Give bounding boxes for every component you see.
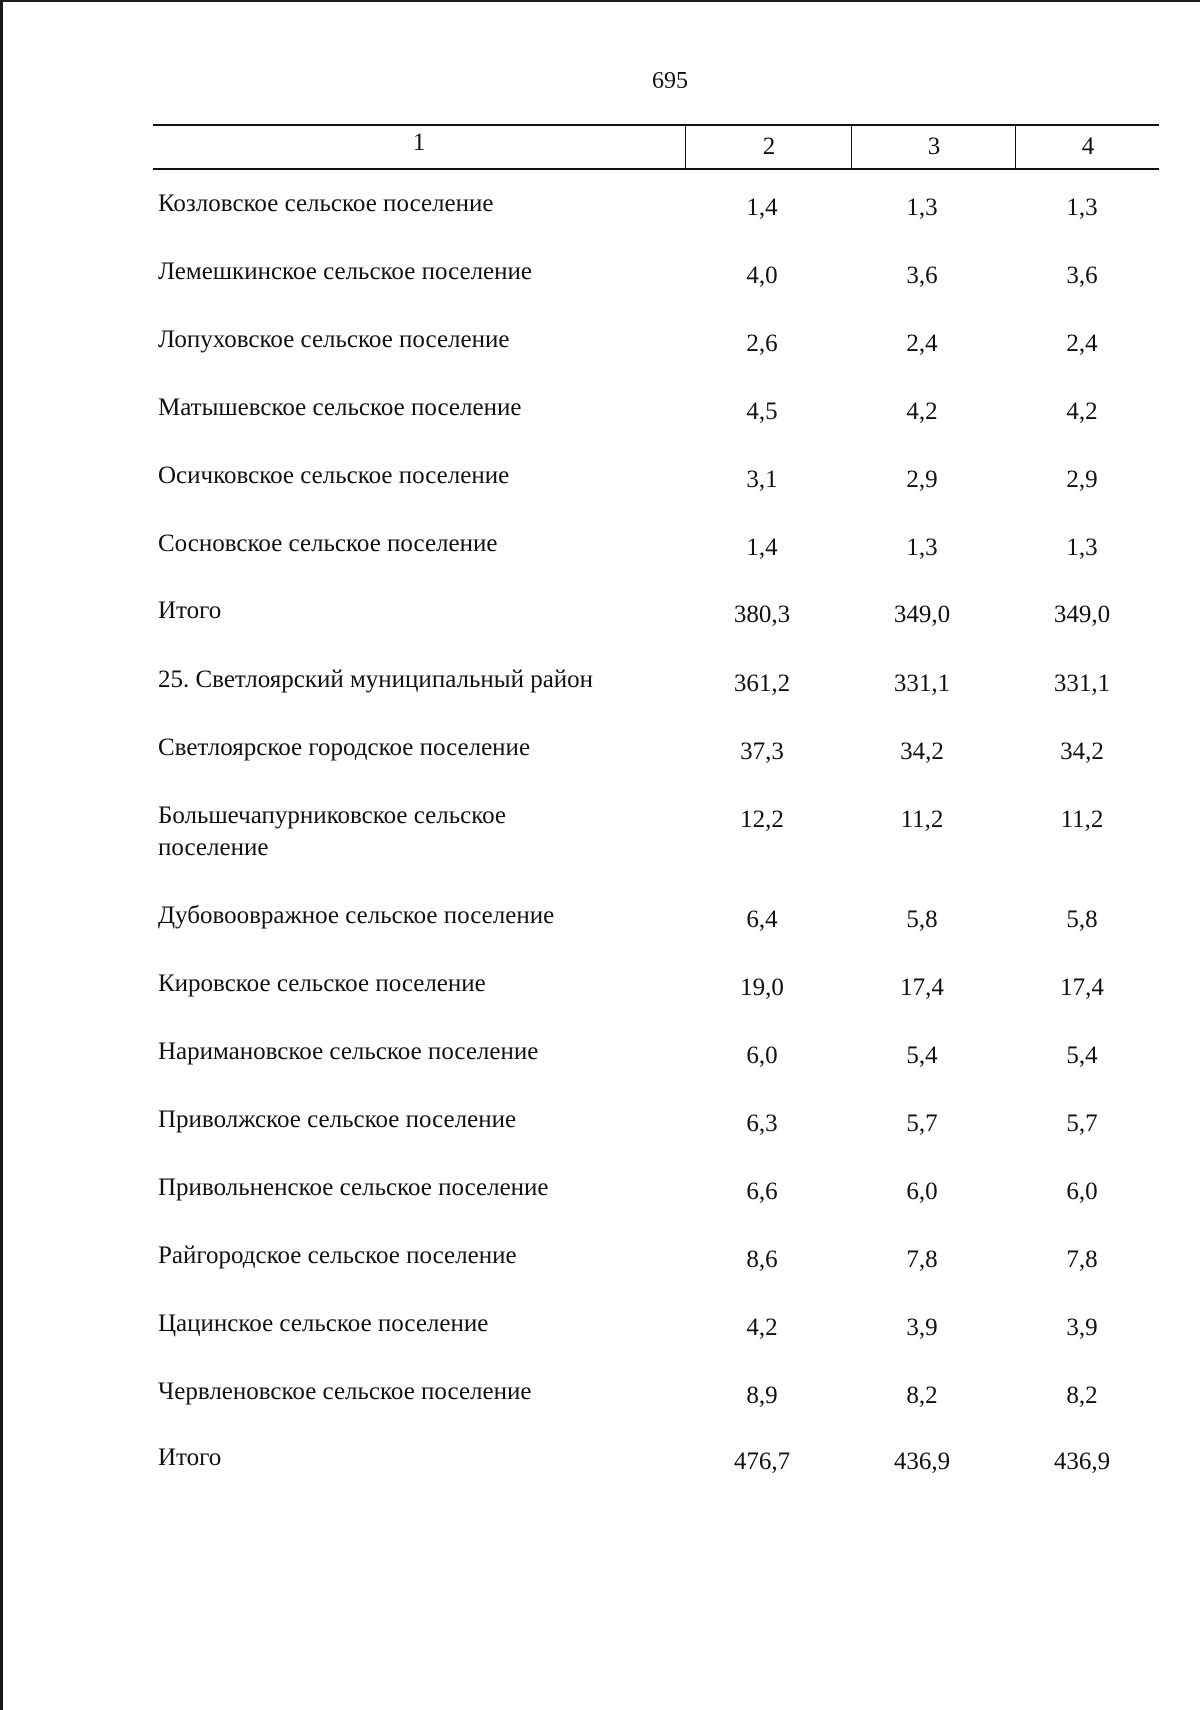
table-row: [150, 392, 1160, 452]
value-col-2: 1,4: [746, 194, 778, 221]
total-label: Итого: [158, 1444, 222, 1471]
value-col-4: 5,8: [1066, 906, 1098, 933]
district-row: [150, 664, 1160, 724]
value-col-3: 34,2: [900, 738, 944, 765]
value-col-3: 3,6: [906, 262, 938, 289]
table-row: [150, 1376, 1160, 1436]
value-col-4: 17,4: [1060, 974, 1104, 1001]
value-col-2: 4,2: [746, 1314, 778, 1341]
value-col-3: 11,2: [900, 806, 944, 833]
settlement-name: Приволжское сельское поселение: [158, 1106, 517, 1133]
settlement-name: Дубовооврaжное сельское поселение: [158, 902, 555, 929]
settlement-name: Лопуховское сельское поселение: [158, 326, 510, 353]
value-col-2: 37,3: [740, 738, 784, 765]
district-name: 25. Светлоярский муниципальный район: [158, 666, 594, 693]
total-row: [150, 595, 1160, 655]
value-col-2: 6,4: [746, 906, 778, 933]
value-col-2: 1,4: [746, 534, 778, 561]
value-col-2: 12,2: [740, 806, 784, 833]
table-row: [150, 1240, 1160, 1300]
table-row: [150, 1172, 1160, 1232]
table-row: [150, 528, 1160, 588]
value-col-4: 1,3: [1066, 194, 1098, 221]
value-col-3: 5,7: [906, 1110, 938, 1137]
value-col-4: 2,9: [1066, 466, 1098, 493]
value-col-3: 6,0: [906, 1178, 938, 1205]
value-col-2: 8,9: [746, 1382, 778, 1409]
total-row: [150, 1442, 1160, 1502]
table-row: [150, 188, 1160, 248]
value-col-2: 476,7: [733, 1448, 791, 1475]
value-col-3: 4,2: [906, 398, 938, 425]
value-col-4: 2,4: [1066, 330, 1098, 357]
settlement-name: Кировское сельское поселение: [158, 970, 486, 997]
value-col-4: 436,9: [1053, 1448, 1111, 1475]
value-col-2: 19,0: [740, 974, 784, 1001]
page-number: 695: [652, 68, 688, 94]
table-row: [150, 460, 1160, 520]
value-col-4: 1,3: [1066, 534, 1098, 561]
value-col-2: 3,1: [746, 466, 778, 493]
table-row: [150, 324, 1160, 384]
settlement-name: Наримановское сельское поселение: [158, 1038, 539, 1065]
value-col-2: 6,3: [746, 1110, 778, 1137]
value-col-3: 349,0: [893, 601, 951, 628]
value-col-3: 7,8: [906, 1246, 938, 1273]
value-col-4: 3,6: [1066, 262, 1098, 289]
settlement-name: Цацинское сельское поселение: [158, 1310, 489, 1337]
value-col-3: 17,4: [900, 974, 944, 1001]
value-col-3: 331,1: [893, 670, 951, 697]
value-col-4: 7,8: [1066, 1246, 1098, 1273]
value-col-3: 5,8: [906, 906, 938, 933]
scan-edge-mark: [0, 875, 3, 903]
settlement-name: Козловское сельское поселение: [158, 190, 494, 217]
value-col-3: 3,9: [906, 1314, 938, 1341]
settlement-name: Райгородское сельское поселение: [158, 1242, 517, 1269]
settlement-name: Светлоярское городское поселение: [158, 734, 531, 761]
value-col-4: 349,0: [1053, 601, 1111, 628]
table-row: [150, 800, 1160, 860]
total-label: Итого: [158, 597, 222, 624]
table-row: [150, 1036, 1160, 1096]
settlement-name: Матышевское сельское поселение: [158, 394, 522, 421]
column-header-4: 4: [1015, 126, 1160, 168]
value-col-2: 4,0: [746, 262, 778, 289]
value-col-4: 5,4: [1066, 1042, 1098, 1069]
value-col-2: 6,6: [746, 1178, 778, 1205]
settlement-name: Привольненское сельское поселение: [158, 1174, 549, 1201]
value-col-4: 11,2: [1060, 806, 1104, 833]
column-header-2: 2: [685, 126, 852, 168]
value-col-4: 3,9: [1066, 1314, 1098, 1341]
value-col-2: 361,2: [733, 670, 791, 697]
column-header-1: 1: [412, 129, 426, 156]
value-col-4: 331,1: [1053, 670, 1111, 697]
table-header: [153, 124, 1159, 170]
value-col-4: 34,2: [1060, 738, 1104, 765]
scan-edge-mark: [0, 508, 3, 568]
table-row: [150, 732, 1160, 792]
table-row: [150, 968, 1160, 1028]
value-col-4: 4,2: [1066, 398, 1098, 425]
value-col-3: 8,2: [906, 1382, 938, 1409]
scan-edge-left: [0, 0, 3, 1710]
value-col-2: 6,0: [746, 1042, 778, 1069]
value-col-4: 5,7: [1066, 1110, 1098, 1137]
value-col-3: 1,3: [906, 534, 938, 561]
table-row: [150, 1104, 1160, 1164]
table-row: [150, 1308, 1160, 1368]
value-col-3: 2,9: [906, 466, 938, 493]
settlement-name: Осичковское сельское поселение: [158, 462, 510, 489]
scan-edge-top: [0, 0, 1200, 2]
value-col-3: 5,4: [906, 1042, 938, 1069]
table-row: [150, 900, 1160, 960]
value-col-2: 8,6: [746, 1246, 778, 1273]
value-col-3: 436,9: [893, 1448, 951, 1475]
settlement-name: Червленовское сельское поселение: [158, 1378, 532, 1405]
value-col-4: 8,2: [1066, 1382, 1098, 1409]
value-col-2: 2,6: [746, 330, 778, 357]
value-col-3: 2,4: [906, 330, 938, 357]
value-col-2: 380,3: [733, 601, 791, 628]
value-col-2: 4,5: [746, 398, 778, 425]
value-col-4: 6,0: [1066, 1178, 1098, 1205]
value-col-3: 1,3: [906, 194, 938, 221]
table-row: [150, 256, 1160, 316]
settlement-name: Сосновское сельское поселение: [158, 530, 498, 557]
settlement-name: Большечапурниковское сельское поселение: [158, 802, 507, 861]
settlement-name: Лемешкинское сельское поселение: [158, 258, 532, 285]
column-header-3: 3: [851, 126, 1016, 168]
